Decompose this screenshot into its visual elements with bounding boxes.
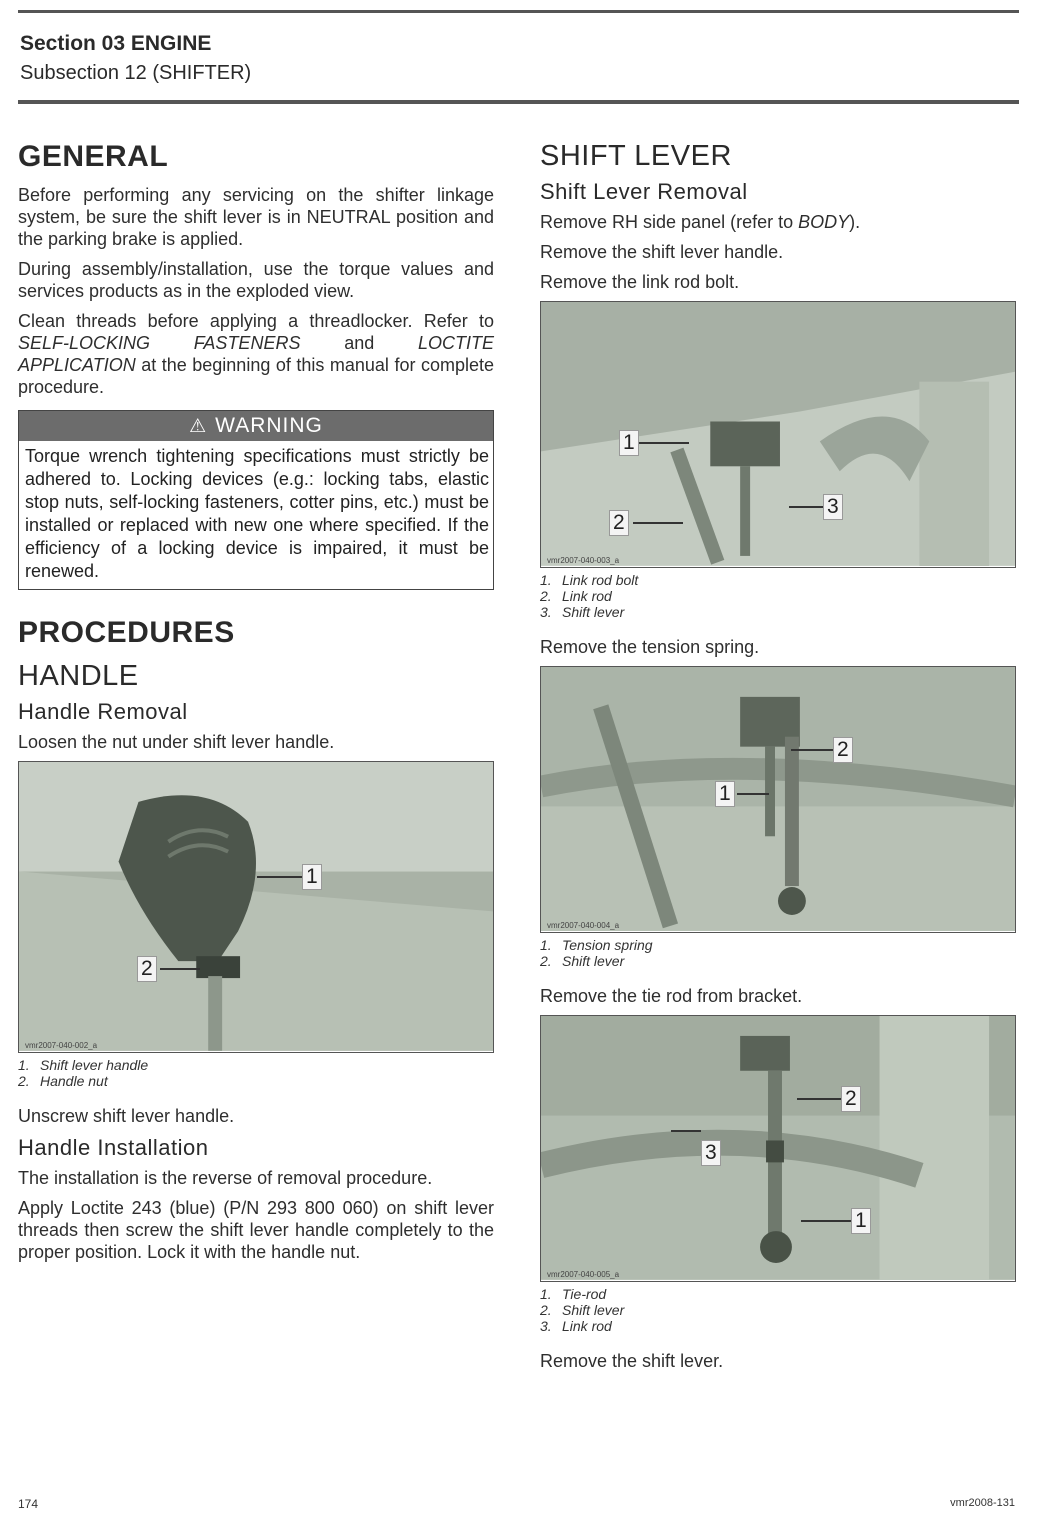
step-remove-bolt: Remove the link rod bolt. [540,272,740,292]
step-remove-handle: Remove the shift lever handle. [540,242,784,262]
figure-link-rod-bolt [540,301,1016,568]
callout-arrow [791,749,836,751]
legend-item: 3. Link rod [540,1318,612,1334]
handle-photo [19,762,493,1051]
handle-removal-text: Loosen the nut under shift lever handle. [18,732,335,752]
general-paragraph-1: Before performing any servicing on the shifter linkage system, be sure the shift lever is in NEUTRAL position and the parking brake is applied. [18,185,494,249]
figure-callout: 2 [609,510,629,536]
left-column [18,140,494,1271]
legend-item: 1. Link rod bolt [540,572,639,588]
top-rule [18,10,1019,13]
step-remove-shift-lever: Remove the shift lever. [540,1351,724,1371]
legend-item: 1. Tie-rod [540,1286,607,1302]
warning-text: Torque wrench tightening specifications must strictly be adhered to. Locking devices (e.g.: locking tabs, elastic stop nuts, self-locking fasteners, cotter pins, etc.) must be installed or replaced with new one where specified. If the efficiency of a locking device is impaired, it must be renewed. [25,446,489,581]
callout-arrow [257,876,302,878]
installation-paragraph-2: Apply Loctite 243 (blue) (P/N 293 800 060) on shift lever threads then screw the shift lever handle completely to the proper position. Lock it with the handle nut. [18,1198,494,1262]
legend-item: 2. Shift lever [540,1302,625,1318]
figure-callout: 3 [701,1140,721,1166]
unscrew-text: Unscrew shift lever handle. [18,1106,235,1126]
step-remove-panel: Remove RH side panel (refer to BODY). [540,212,861,232]
subsection-heading: Subsection 12 (SHIFTER) [20,62,252,84]
callout-arrow [639,442,689,444]
figure-callout: 2 [833,737,853,763]
warning-box [18,410,494,590]
figure-tie-rod [540,1015,1016,1282]
self-locking-fasteners-reference: SELF-LOCKING FASTENERS [18,333,301,353]
tie-rod-photo [541,1016,1015,1280]
legend-item: 1. Shift lever handle [18,1057,149,1073]
page-number: 174 [18,1497,39,1511]
warning-triangle-icon: ⚠ [189,416,208,437]
legend-item: 2. Shift lever [540,953,625,969]
step-remove-tie-rod: Remove the tie rod from bracket. [540,986,803,1006]
tension-spring-photo [541,667,1015,931]
section-heading: Section 03 ENGINE [20,32,212,55]
legend-item: 1. Tension spring [540,937,653,953]
body-reference: BODY [798,212,850,232]
callout-arrow [737,793,769,795]
step-remove-spring: Remove the tension spring. [540,637,760,657]
legend-item: 3. Shift lever [540,604,625,620]
figure-callout: 3 [823,494,843,520]
figure-callout: 1 [302,864,322,890]
shift-lever-title: SHIFT LEVER [540,140,732,172]
figure-handle-removal [18,761,494,1053]
callout-arrow [797,1098,842,1100]
shift-lever-removal-title: Shift Lever Removal [540,179,748,204]
figure-callout: 2 [137,956,157,982]
document-code: vmr2008-131 [950,1497,1015,1509]
figure-code: vmr2007-040-005_a [547,1270,620,1279]
handle-removal-title: Handle Removal [18,699,188,724]
figure-legend [540,572,1016,620]
figure-callout: 1 [851,1208,871,1234]
general-paragraph-2: During assembly/installation, use the torque values and services products as in the exploded view. [18,259,494,301]
header-rule [18,100,1019,104]
callout-arrow [160,968,200,970]
figure-callout: 1 [715,781,735,807]
loctite-application-reference: LOCTITE APPLICATION [18,333,494,375]
legend-item: 2. Handle nut [18,1073,108,1089]
procedures-title: PROCEDURES [18,616,235,649]
callout-arrow [633,522,683,524]
figure-tension-spring [540,666,1016,933]
general-title: GENERAL [18,140,169,173]
callout-arrow [671,1130,701,1132]
figure-legend [540,937,1016,969]
figure-code: vmr2007-040-003_a [547,556,620,565]
figure-legend [18,1057,494,1089]
warning-header: ⚠ WARNING [19,411,493,441]
callout-arrow [801,1220,851,1222]
general-paragraph-3: Clean threads before applying a threadlocker. Refer to SELF-LOCKING FASTENERS and LOCTITE APPLICATION at the beginning of this manual for complete procedure. [18,311,494,397]
figure-callout: 2 [841,1086,861,1112]
installation-paragraph-1: The installation is the reverse of removal procedure. [18,1168,433,1188]
right-column [540,140,1016,1380]
figure-legend [540,1286,1016,1334]
handle-title: HANDLE [18,660,139,692]
figure-code: vmr2007-040-002_a [25,1041,98,1050]
legend-item: 2. Link rod [540,588,612,604]
figure-code: vmr2007-040-004_a [547,921,620,930]
figure-callout: 1 [619,430,639,456]
handle-installation-title: Handle Installation [18,1135,209,1160]
